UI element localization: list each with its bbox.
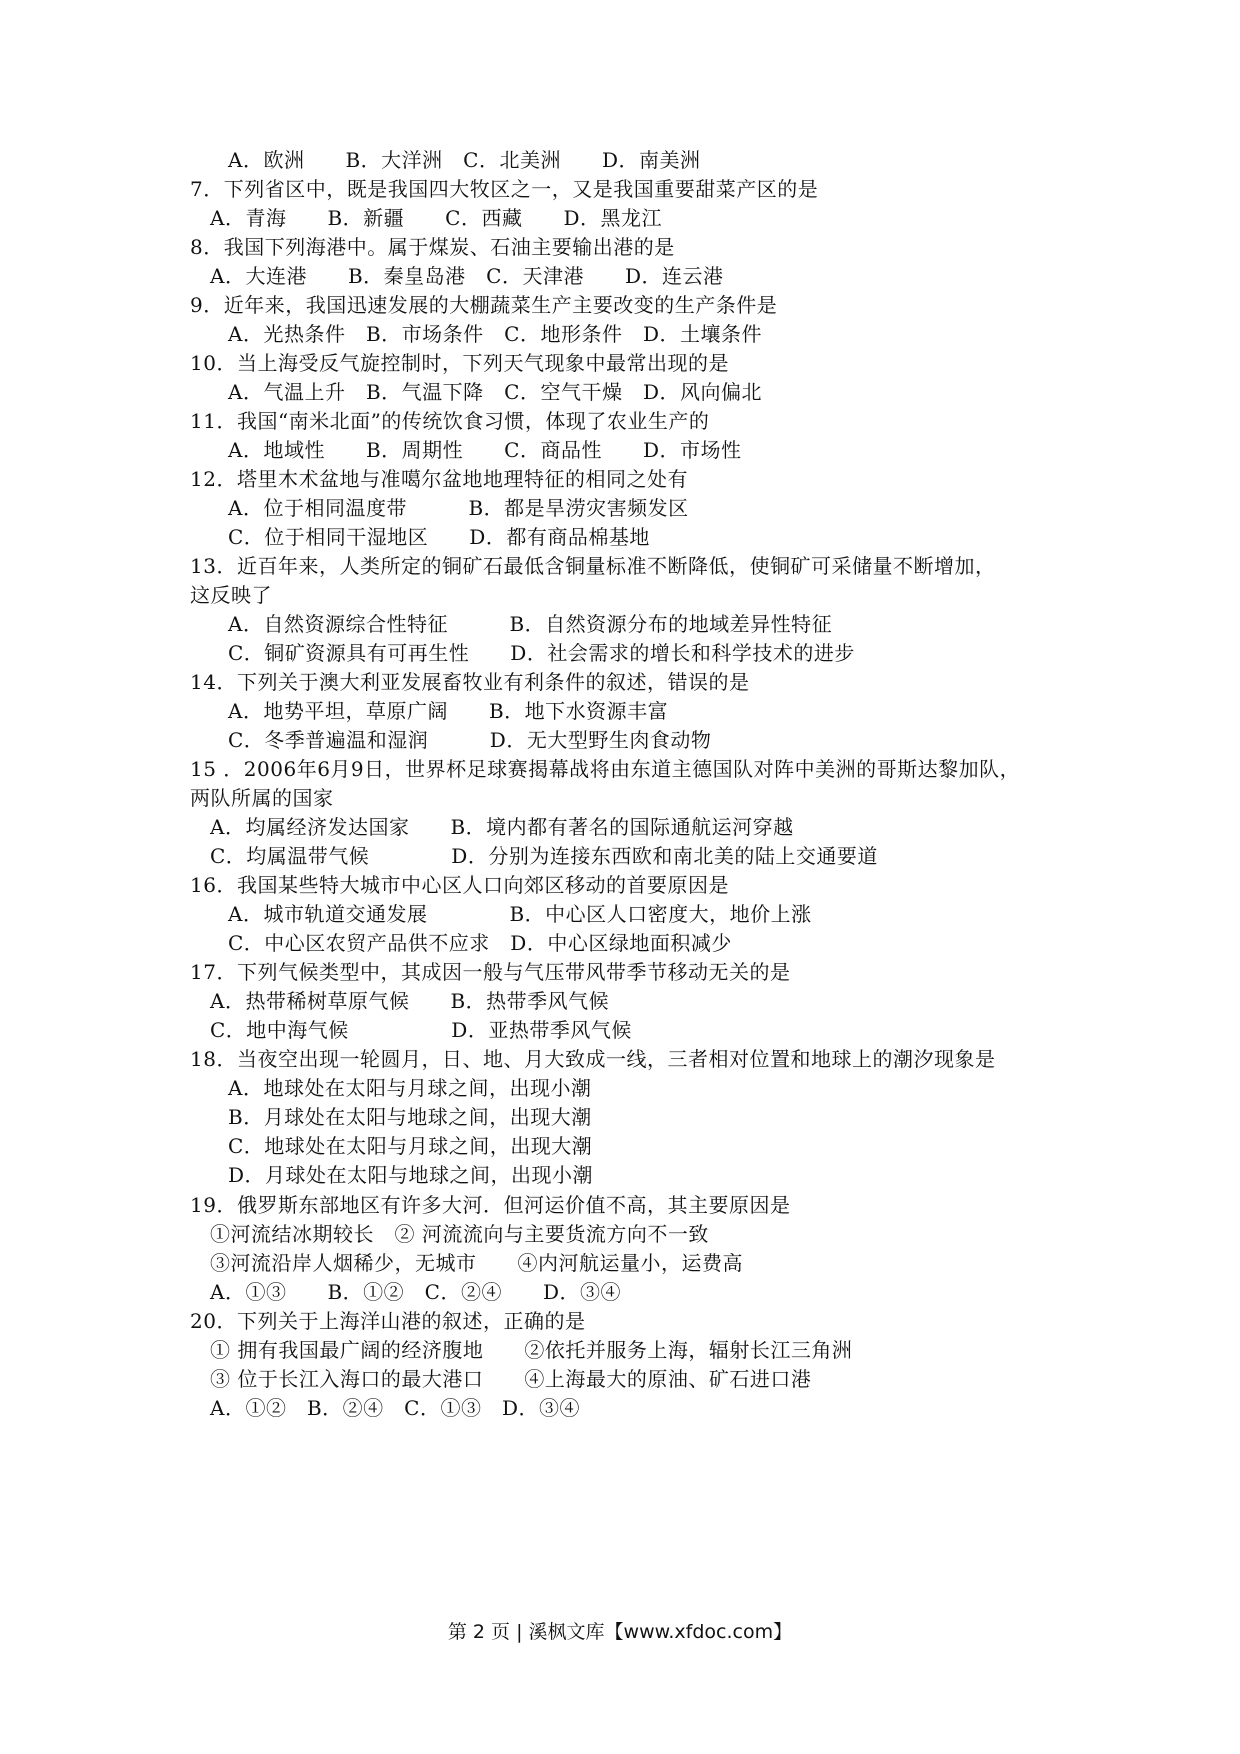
- text-line: 18．当夜空出现一轮圆月，日、地、月大致成一线，三者相对位置和地球上的潮汐现象是: [190, 1047, 996, 1071]
- text-line: ③河流沿岸人烟稀少，无城市 ④内河航运量小，运费高: [210, 1251, 743, 1275]
- text-line: 19．俄罗斯东部地区有许多大河．但河运价值不高，其主要原因是: [190, 1193, 791, 1217]
- text-line: A．自然资源综合性特征 B．自然资源分布的地域差异性特征: [228, 612, 833, 636]
- text-line: 7．下列省区中，既是我国四大牧区之一，又是我国重要甜菜产区的是: [190, 177, 819, 201]
- page-footer: 第 2 页 | 溪枫文库【www.xfdoc.com】: [447, 1621, 793, 1643]
- text-line: 12．塔里木术盆地与准噶尔盆地地理特征的相同之处有: [190, 467, 688, 491]
- text-line: A．大连港 B．秦皇岛港 C．天津港 D．连云港: [210, 264, 724, 288]
- text-line: C．地球处在太阳与月球之间，出现大潮: [228, 1134, 593, 1158]
- text-line: ③ 位于长江入海口的最大港口 ④上海最大的原油、矿石进口港: [210, 1367, 812, 1391]
- text-line: C．中心区农贸产品供不应求 D．中心区绿地面积减少: [228, 931, 732, 955]
- text-line: C．地中海气候 D．亚热带季风气候: [210, 1018, 632, 1042]
- text-line: 11．我国“南米北面”的传统饮食习惯，体现了农业生产的: [190, 409, 710, 433]
- text-line: ①河流结冰期较长 ② 河流流向与主要货流方向不一致: [210, 1222, 709, 1246]
- text-line: 14．下列关于澳大利亚发展畜牧业有利条件的叙述，错误的是: [190, 670, 750, 694]
- text-line: A．光热条件 B．市场条件 C．地形条件 D．土壤条件: [228, 322, 762, 346]
- text-line: 13．近百年来，人类所定的铜矿石最低含铜量标准不断降低，使铜矿可采储量不断增加，: [190, 554, 996, 578]
- text-line: C．均属温带气候 D．分别为连接东西欧和南北美的陆上交通要道: [210, 844, 878, 868]
- text-line: 8．我国下列海港中。属于煤炭、石油主要输出港的是: [190, 235, 675, 259]
- text-line: A．地域性 B．周期性 C．商品性 D．市场性: [228, 438, 742, 462]
- text-line: A．气温上升 B．气温下降 C．空气干燥 D．风向偏北: [228, 380, 762, 404]
- text-line: 两队所属的国家: [190, 786, 334, 810]
- text-line: A．均属经济发达国家 B．境内都有著名的国际通航运河穿越: [210, 815, 794, 839]
- text-line: C．位于相同干湿地区 D．都有商品棉基地: [228, 525, 650, 549]
- text-line: 9．近年来，我国迅速发展的大棚蔬菜生产主要改变的生产条件是: [190, 293, 778, 317]
- text-line: C．冬季普遍温和湿润 D．无大型野生肉食动物: [228, 728, 712, 752]
- text-line: D．月球处在太阳与地球之间，出现小潮: [228, 1163, 594, 1187]
- text-line: A．①③ B．①② C．②④ D．③④: [210, 1280, 621, 1304]
- text-line: 17．下列气候类型中，其成因一般与气压带风带季节移动无关的是: [190, 960, 791, 984]
- text-line: A．城市轨道交通发展 B．中心区人口密度大，地价上涨: [228, 902, 812, 926]
- text-line: 10．当上海受反气旋控制时，下列天气现象中最常出现的是: [190, 351, 729, 375]
- text-line: ① 拥有我国最广阔的经济腹地 ②依托并服务上海，辐射长江三角洲: [210, 1338, 853, 1362]
- text-line: 16．我国某些特大城市中心区人口向郊区移动的首要原因是: [190, 873, 729, 897]
- text-line: A．热带稀树草原气候 B．热带季风气候: [210, 989, 610, 1013]
- text-line: B．月球处在太阳与地球之间，出现大潮: [228, 1105, 592, 1129]
- text-line: 20．下列关于上海洋山港的叙述，正确的是: [190, 1309, 586, 1333]
- text-line: A．位于相同温度带 B．都是旱涝灾害频发区: [228, 496, 689, 520]
- text-line: A．地势平坦，草原广阔 B．地下水资源丰富: [228, 699, 669, 723]
- text-line: 15 ．2006年6月9日，世界杯足球赛揭幕战将由东道主德国队对阵中美洲的哥斯达黎加队，: [190, 757, 1021, 781]
- text-line: A．欧洲 B．大洋洲 C．北美洲 D．南美洲: [228, 148, 701, 172]
- text-line: A．①② B．②④ C．①③ D．③④: [210, 1396, 580, 1420]
- text-line: A．地球处在太阳与月球之间，出现小潮: [228, 1076, 592, 1100]
- text-line: A．青海 B．新疆 C．西藏 D．黑龙江: [210, 206, 662, 230]
- text-line: 这反映了: [190, 583, 272, 607]
- text-line: C．铜矿资源具有可再生性 D．社会需求的增长和科学技术的进步: [228, 641, 855, 665]
